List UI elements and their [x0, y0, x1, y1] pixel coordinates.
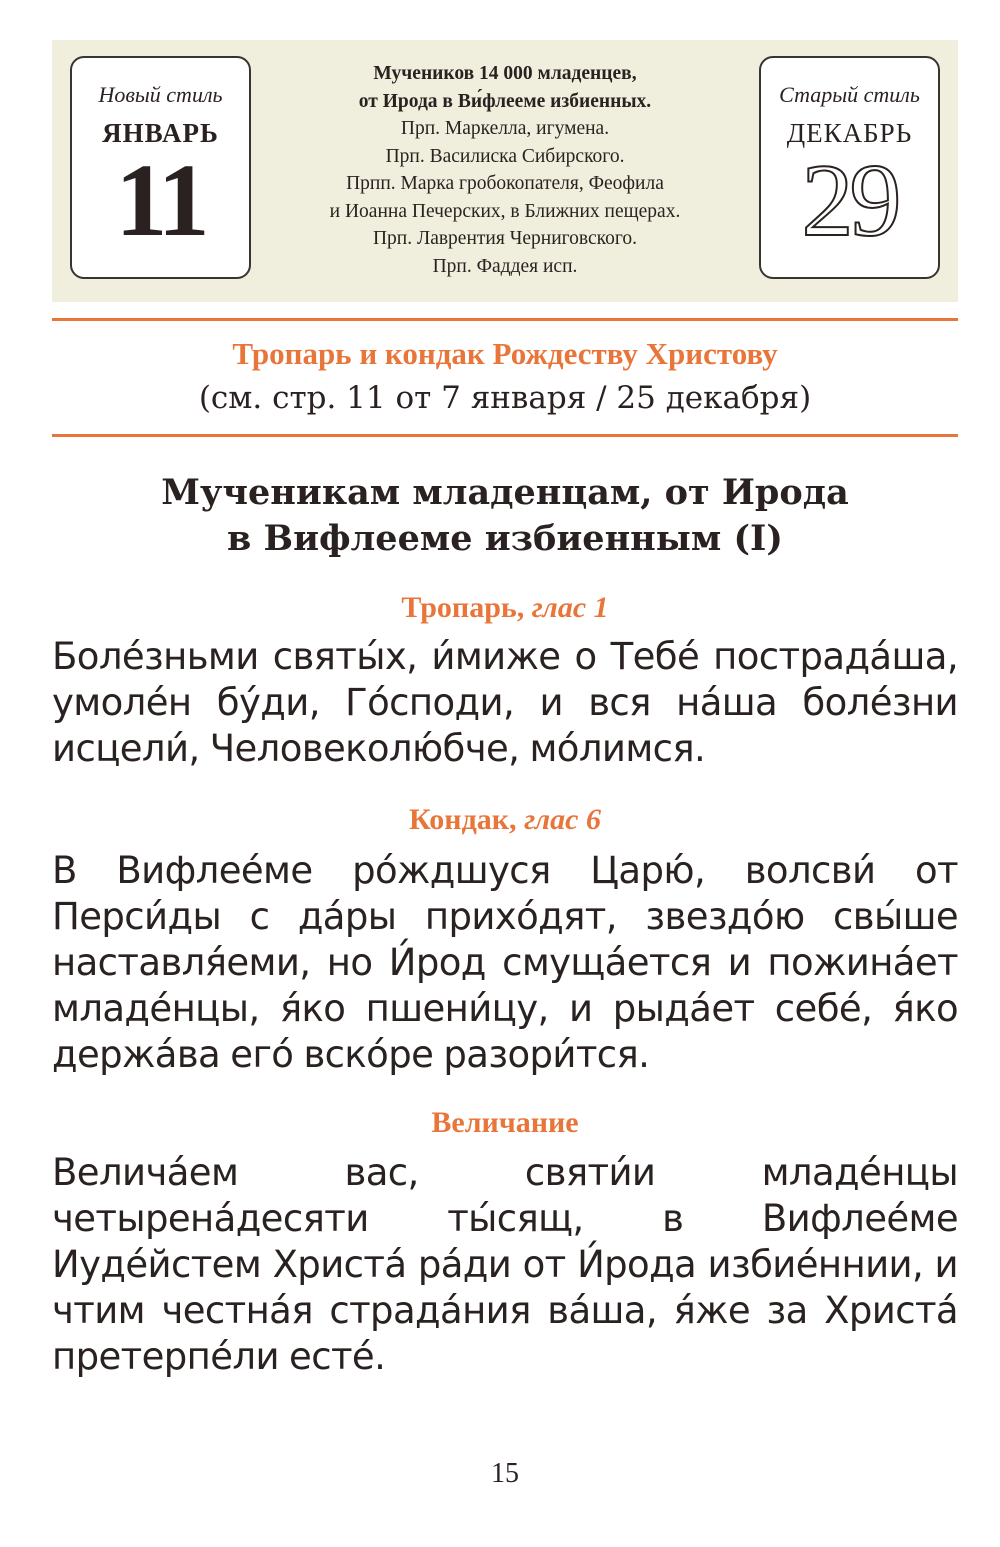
kontakion-heading — [52, 800, 958, 840]
section-title — [52, 470, 958, 562]
troparion-reference-title: Тропарь и кондак Рождеству Христову — [232, 336, 778, 371]
divider-top — [52, 318, 958, 321]
saint-line: Прп. Маркелла, игумена. — [400, 118, 610, 139]
kontakion-tone: глас 6 — [524, 803, 601, 836]
troparion-heading — [52, 588, 958, 628]
old-style-label: Старый стиль — [779, 82, 920, 107]
troparion-reference — [52, 332, 958, 420]
saint-line: и Иоанна Печерских, в Ближних пещерах. — [329, 200, 681, 222]
saints-main-line-1: Мучеников 14 000 младенцев, — [373, 63, 637, 84]
saint-line: Прпп. Марка гробокопателя, Феофила — [346, 173, 664, 194]
section-title-line-2: в Вифлееме избиенным (I) — [227, 518, 783, 559]
saint-line: Прп. Лаврентия Черниговского. — [372, 228, 638, 249]
kontakion-text: В Вифлее́ме ро́ждшуся Царю́, волсви́ от Перси́ды с да́ры прихо́дят, звездо́ю свы́ше наставля́еми, но И́род смуща́ется и пожина́ет младе́нцы, я́ко пшени́цу, и рыда́ет себе́, я́ко держа́ва его́ вско́ре разори́тся. — [52, 849, 958, 1076]
saint-line: Прп. Василиска Сибирского. — [385, 145, 625, 167]
old-style-day: 29 — [801, 143, 898, 258]
divider-bottom — [52, 434, 958, 437]
saints-list — [267, 60, 743, 280]
troparion-text: Боле́зньми святы́х, и́миже о Тебе́ пострада́ша, умоле́н бу́ди, Го́споди, и вся на́ша боле́зни исцели́, Человеколю́бче, мо́лимся. — [52, 635, 958, 770]
new-style-day: 11 — [115, 143, 206, 258]
magnification-text: Велича́ем вас, святи́и младе́нцы четырена́десяти ты́сящ, в Вифлее́ме Иуде́йстем Христа́ ра́ди от И́рода избие́ннии, и чтим честна́я страда́ния ва́ша, я́же за Христа́ претерпе́ли есте́. — [52, 1151, 958, 1378]
saints-main-line-2: от Ирода в Ви́флееме избиенных. — [358, 90, 652, 112]
calendar-header — [52, 40, 958, 302]
page-number: 15 — [491, 1458, 519, 1489]
new-style-date-box — [70, 56, 251, 279]
new-style-label: Новый стиль — [98, 82, 223, 107]
kontakion-label: Кондак, — [409, 803, 517, 836]
troparion-reference-page: (см. стр. 11 от 7 января / 25 декабря) — [198, 380, 812, 416]
troparion-label: Тропарь, — [401, 591, 525, 624]
new-style-month: ЯНВАРЬ — [102, 118, 219, 148]
section-title-line-1: Мученикам младенцам, от Ирода — [161, 472, 849, 513]
old-style-date-box — [759, 56, 940, 279]
magnification-heading: Величание — [431, 1106, 579, 1139]
saint-line: Прп. Фаддея исп. — [432, 255, 578, 277]
old-style-month: ДЕКАБРЬ — [786, 118, 913, 148]
troparion-tone: глас 1 — [531, 591, 609, 624]
